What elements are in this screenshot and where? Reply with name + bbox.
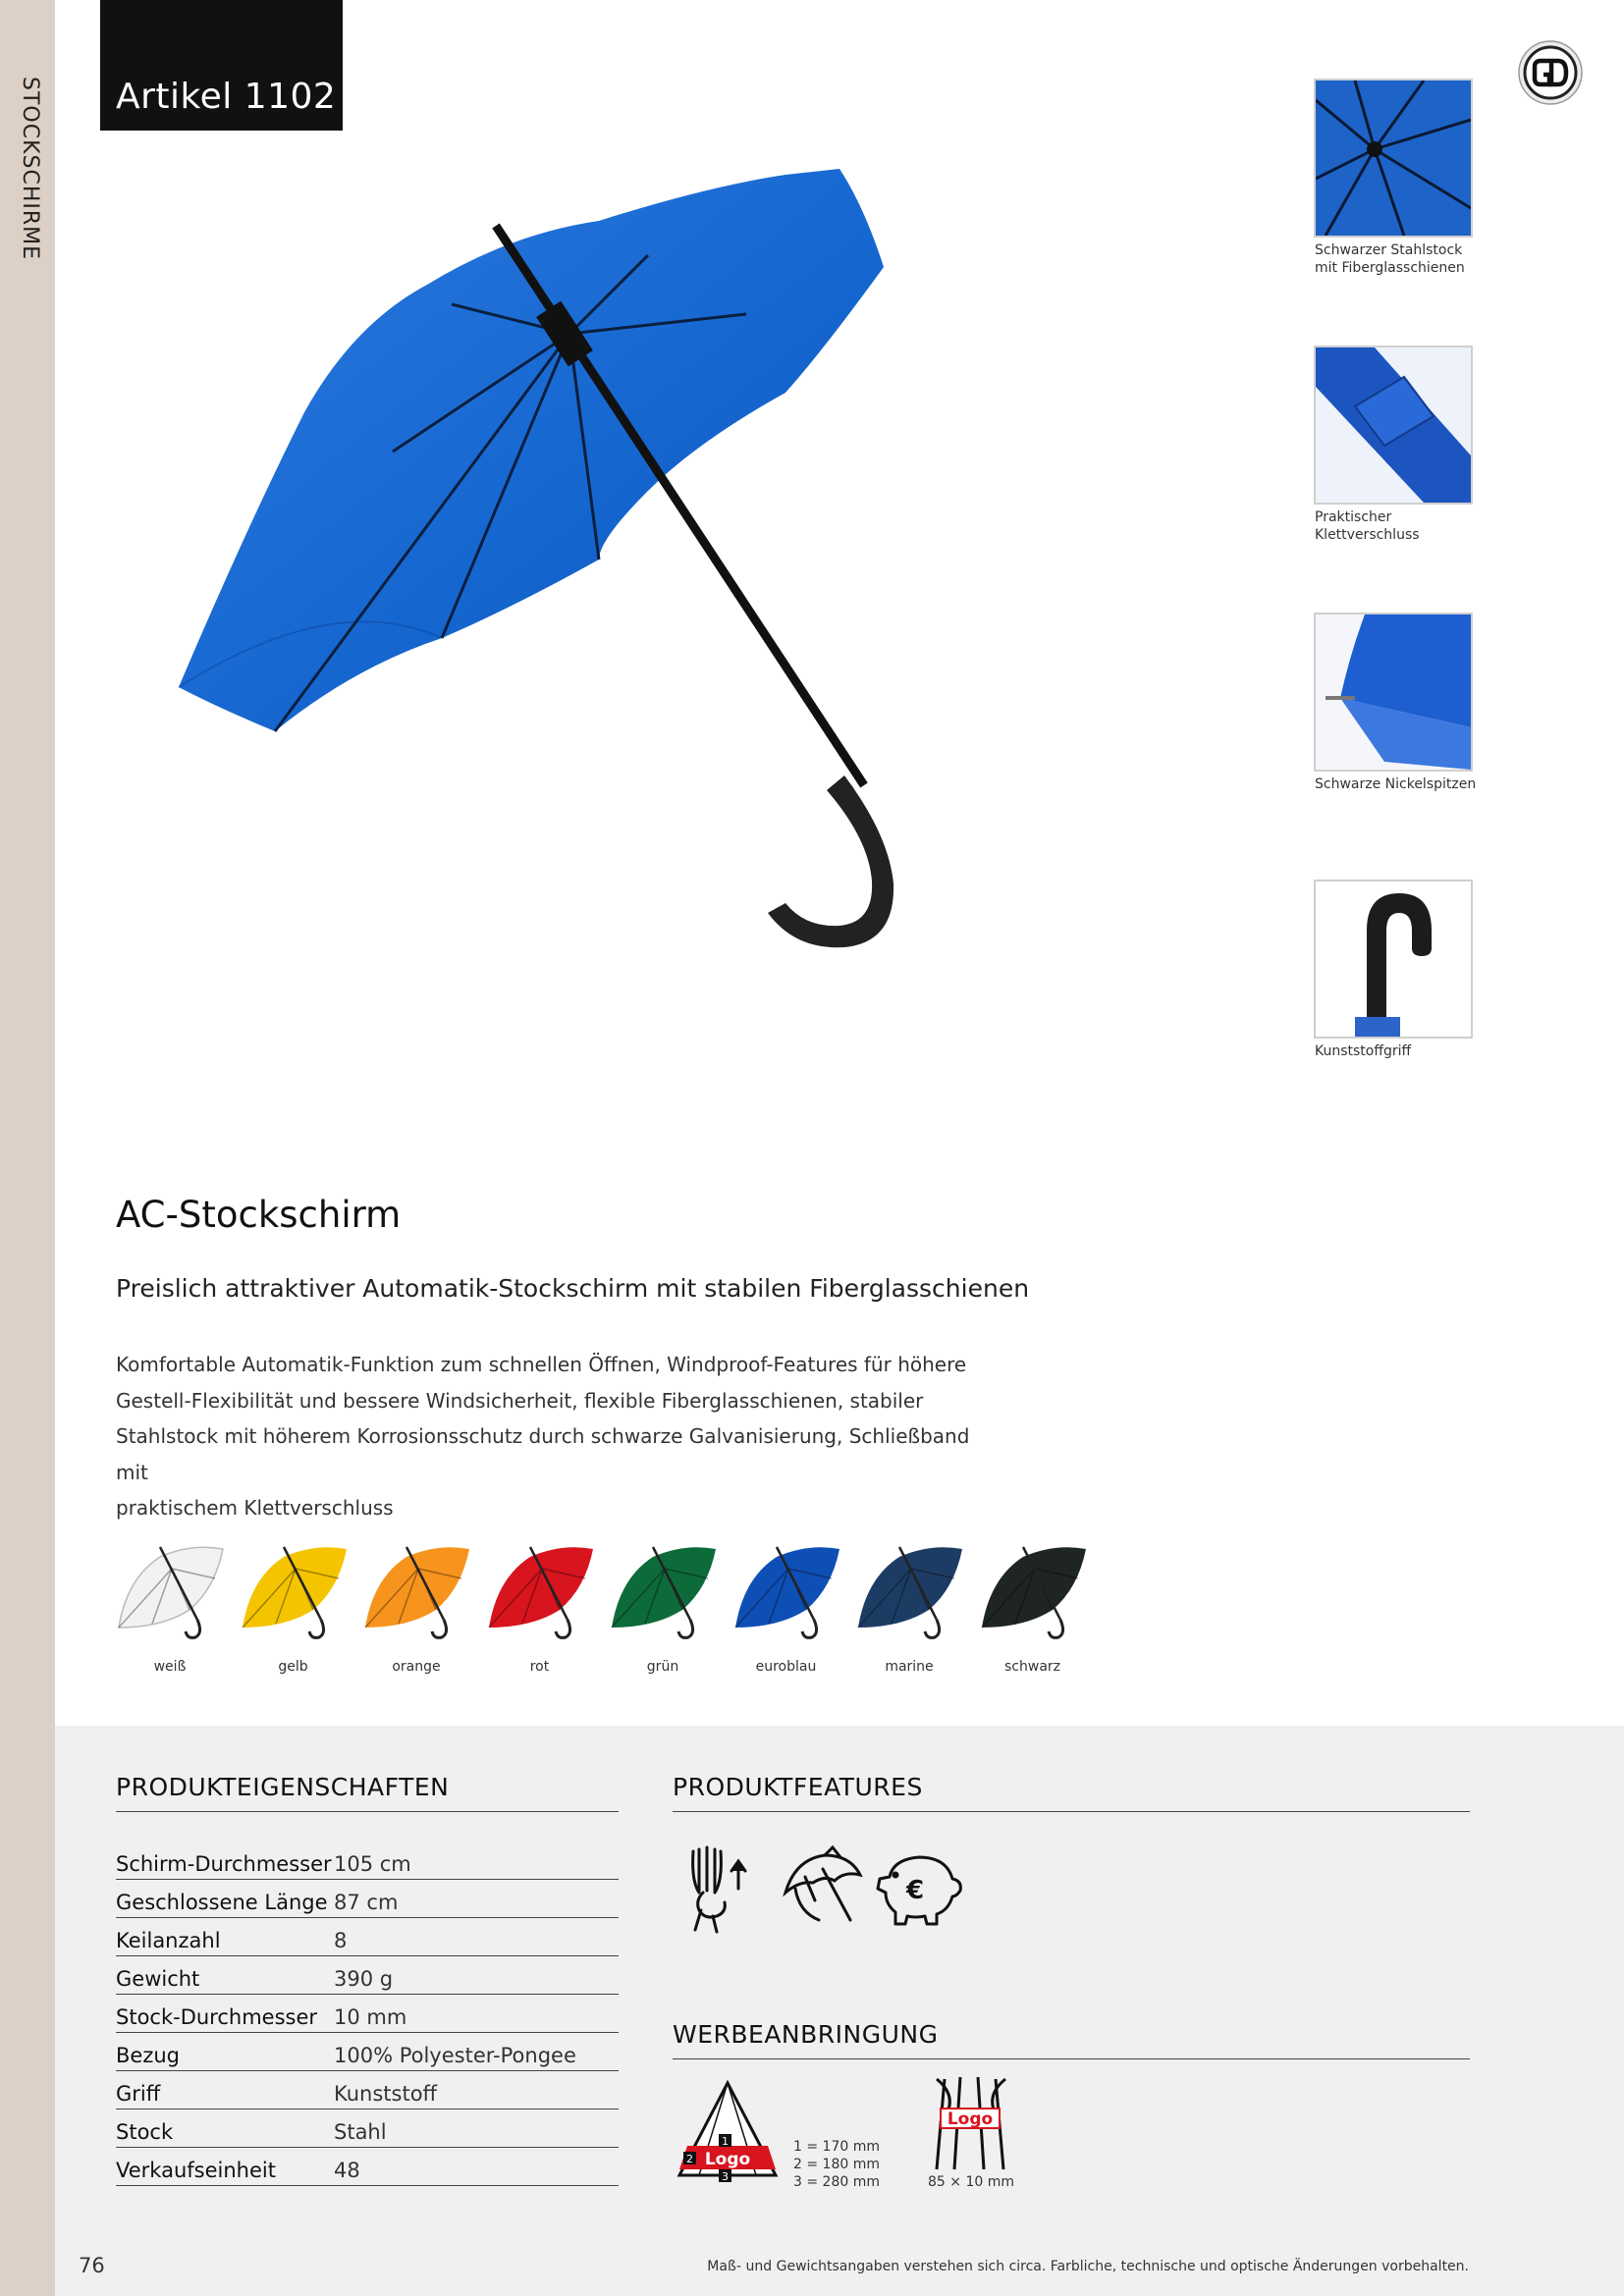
property-row xyxy=(116,2148,619,2186)
property-value: 10 mm xyxy=(334,1995,619,2033)
frame-detail-thumbnail xyxy=(1316,80,1471,236)
property-key: Bezug xyxy=(116,2033,334,2071)
color-swatch-label: schwarz xyxy=(1004,1659,1060,1675)
property-row xyxy=(116,1956,619,1995)
color-swatch-label: orange xyxy=(392,1659,441,1675)
tips-detail-thumbnail xyxy=(1316,614,1471,770)
property-key: Gewicht xyxy=(116,1956,334,1995)
werbe-heading: WERBEANBRINGUNG xyxy=(673,2020,1470,2059)
thumbnail-frame xyxy=(1314,79,1473,238)
property-value: 8 xyxy=(334,1918,619,1956)
band-print-icon xyxy=(927,2075,1015,2173)
segment-number-2: 2 xyxy=(686,2153,693,2165)
thumbnail-caption: Schwarze Nickelspitzen xyxy=(1315,776,1477,792)
segment-number-3: 3 xyxy=(722,2170,729,2183)
color-swatch-label: weiß xyxy=(153,1659,187,1675)
product-title: AC-Stockschirm xyxy=(116,1194,402,1236)
color-swatch-0[interactable] xyxy=(113,1539,227,1647)
color-swatch-7[interactable] xyxy=(976,1539,1090,1647)
property-key: Verkaufseinheit xyxy=(116,2148,334,2186)
color-swatch-2[interactable] xyxy=(359,1539,473,1647)
color-swatch-label: grün xyxy=(646,1659,679,1675)
property-key: Schirm-Durchmesser xyxy=(116,1842,334,1880)
color-swatch-1[interactable] xyxy=(237,1539,351,1647)
color-swatch-6[interactable] xyxy=(852,1539,966,1647)
property-value: 87 cm xyxy=(334,1880,619,1918)
artikel-badge xyxy=(100,0,343,131)
thumbnail-caption: Praktischer Klettverschluss xyxy=(1315,509,1420,543)
thumbnail-caption: Kunststoffgriff xyxy=(1315,1043,1412,1059)
property-row xyxy=(116,1918,619,1956)
product-description: Komfortable Automatik-Funktion zum schnellen Öffnen, Windproof-Features für höhere Gestell-Flexibilität und bessere Windsicherheit, flexible Fiberglasschienen, stabiler Stahlstock mit höherem Korrosionsschutz durch schwarze Galvanisierung, Schließband mit praktischem Klettverschluss xyxy=(116,1353,970,1520)
band-logo-text: Logo xyxy=(947,2109,994,2129)
property-key: Stock-Durchmesser xyxy=(116,1995,334,2033)
property-value: Stahl xyxy=(334,2109,619,2148)
color-swatch-label: euroblau xyxy=(755,1659,817,1675)
property-key: Keilanzahl xyxy=(116,1918,334,1956)
segment-logo-text: Logo xyxy=(704,2150,751,2169)
category-label: STOCKSCHIRME xyxy=(18,77,42,261)
features-heading: PRODUKTFEATURES xyxy=(673,1773,1470,1812)
color-swatch-5[interactable] xyxy=(730,1539,843,1647)
property-value: 390 g xyxy=(334,1956,619,1995)
color-swatch-4[interactable] xyxy=(606,1539,720,1647)
handle-detail-thumbnail xyxy=(1316,881,1471,1037)
property-key: Griff xyxy=(116,2071,334,2109)
gd-logo-icon xyxy=(1517,39,1584,106)
color-swatch-label: rot xyxy=(529,1659,550,1675)
property-value: 100% Polyester-Pongee xyxy=(334,2033,619,2071)
property-value: Kunststoff xyxy=(334,2071,619,2109)
segment-print-icon xyxy=(674,2077,782,2185)
property-key: Stock xyxy=(116,2109,334,2148)
color-swatch-3[interactable] xyxy=(483,1539,597,1647)
band-size: 85 × 10 mm xyxy=(928,2174,1014,2190)
properties-heading: PRODUKTEIGENSCHAFTEN xyxy=(116,1773,619,1812)
property-key: Geschlossene Länge xyxy=(116,1880,334,1918)
thumbnail-tips xyxy=(1314,613,1473,772)
automatic-open-icon xyxy=(677,1842,772,1936)
side-strip xyxy=(0,0,55,2296)
thumbnail-handle xyxy=(1314,880,1473,1039)
thumbnail-caption: Schwarzer Stahlstock mit Fiberglasschienen xyxy=(1315,242,1465,276)
property-row xyxy=(116,2071,619,2109)
property-value: 105 cm xyxy=(334,1842,619,1880)
color-swatch-label: gelb xyxy=(278,1659,308,1675)
properties-table xyxy=(116,1842,619,2186)
artikel-number: Artikel 1102 xyxy=(116,77,337,117)
color-swatch-label: marine xyxy=(885,1659,934,1675)
hero-umbrella-image xyxy=(157,147,1119,991)
product-subtitle: Preislich attraktiver Automatik-Stockschirm mit stabilen Fiberglasschienen xyxy=(116,1274,1030,1303)
piggy-bank-euro-icon xyxy=(872,1842,966,1936)
footer-disclaimer: Maß- und Gewichtsangaben verstehen sich circa. Farbliche, technische und optische Änderungen vorbehalten. xyxy=(707,2259,1469,2274)
property-row xyxy=(116,1842,619,1880)
property-value: 48 xyxy=(334,2148,619,2186)
segment-sizes: 1 = 170 mm 2 = 180 mm 3 = 280 mm xyxy=(793,2139,880,2190)
property-row xyxy=(116,2109,619,2148)
windproof-icon xyxy=(776,1842,870,1936)
velcro-detail-thumbnail xyxy=(1316,347,1471,503)
property-row xyxy=(116,2033,619,2071)
euro-symbol: € xyxy=(905,1876,925,1905)
page-number: 76 xyxy=(79,2254,105,2277)
property-row xyxy=(116,1995,619,2033)
property-row xyxy=(116,1880,619,1918)
thumbnail-velcro xyxy=(1314,346,1473,505)
segment-number-1: 1 xyxy=(722,2135,729,2148)
